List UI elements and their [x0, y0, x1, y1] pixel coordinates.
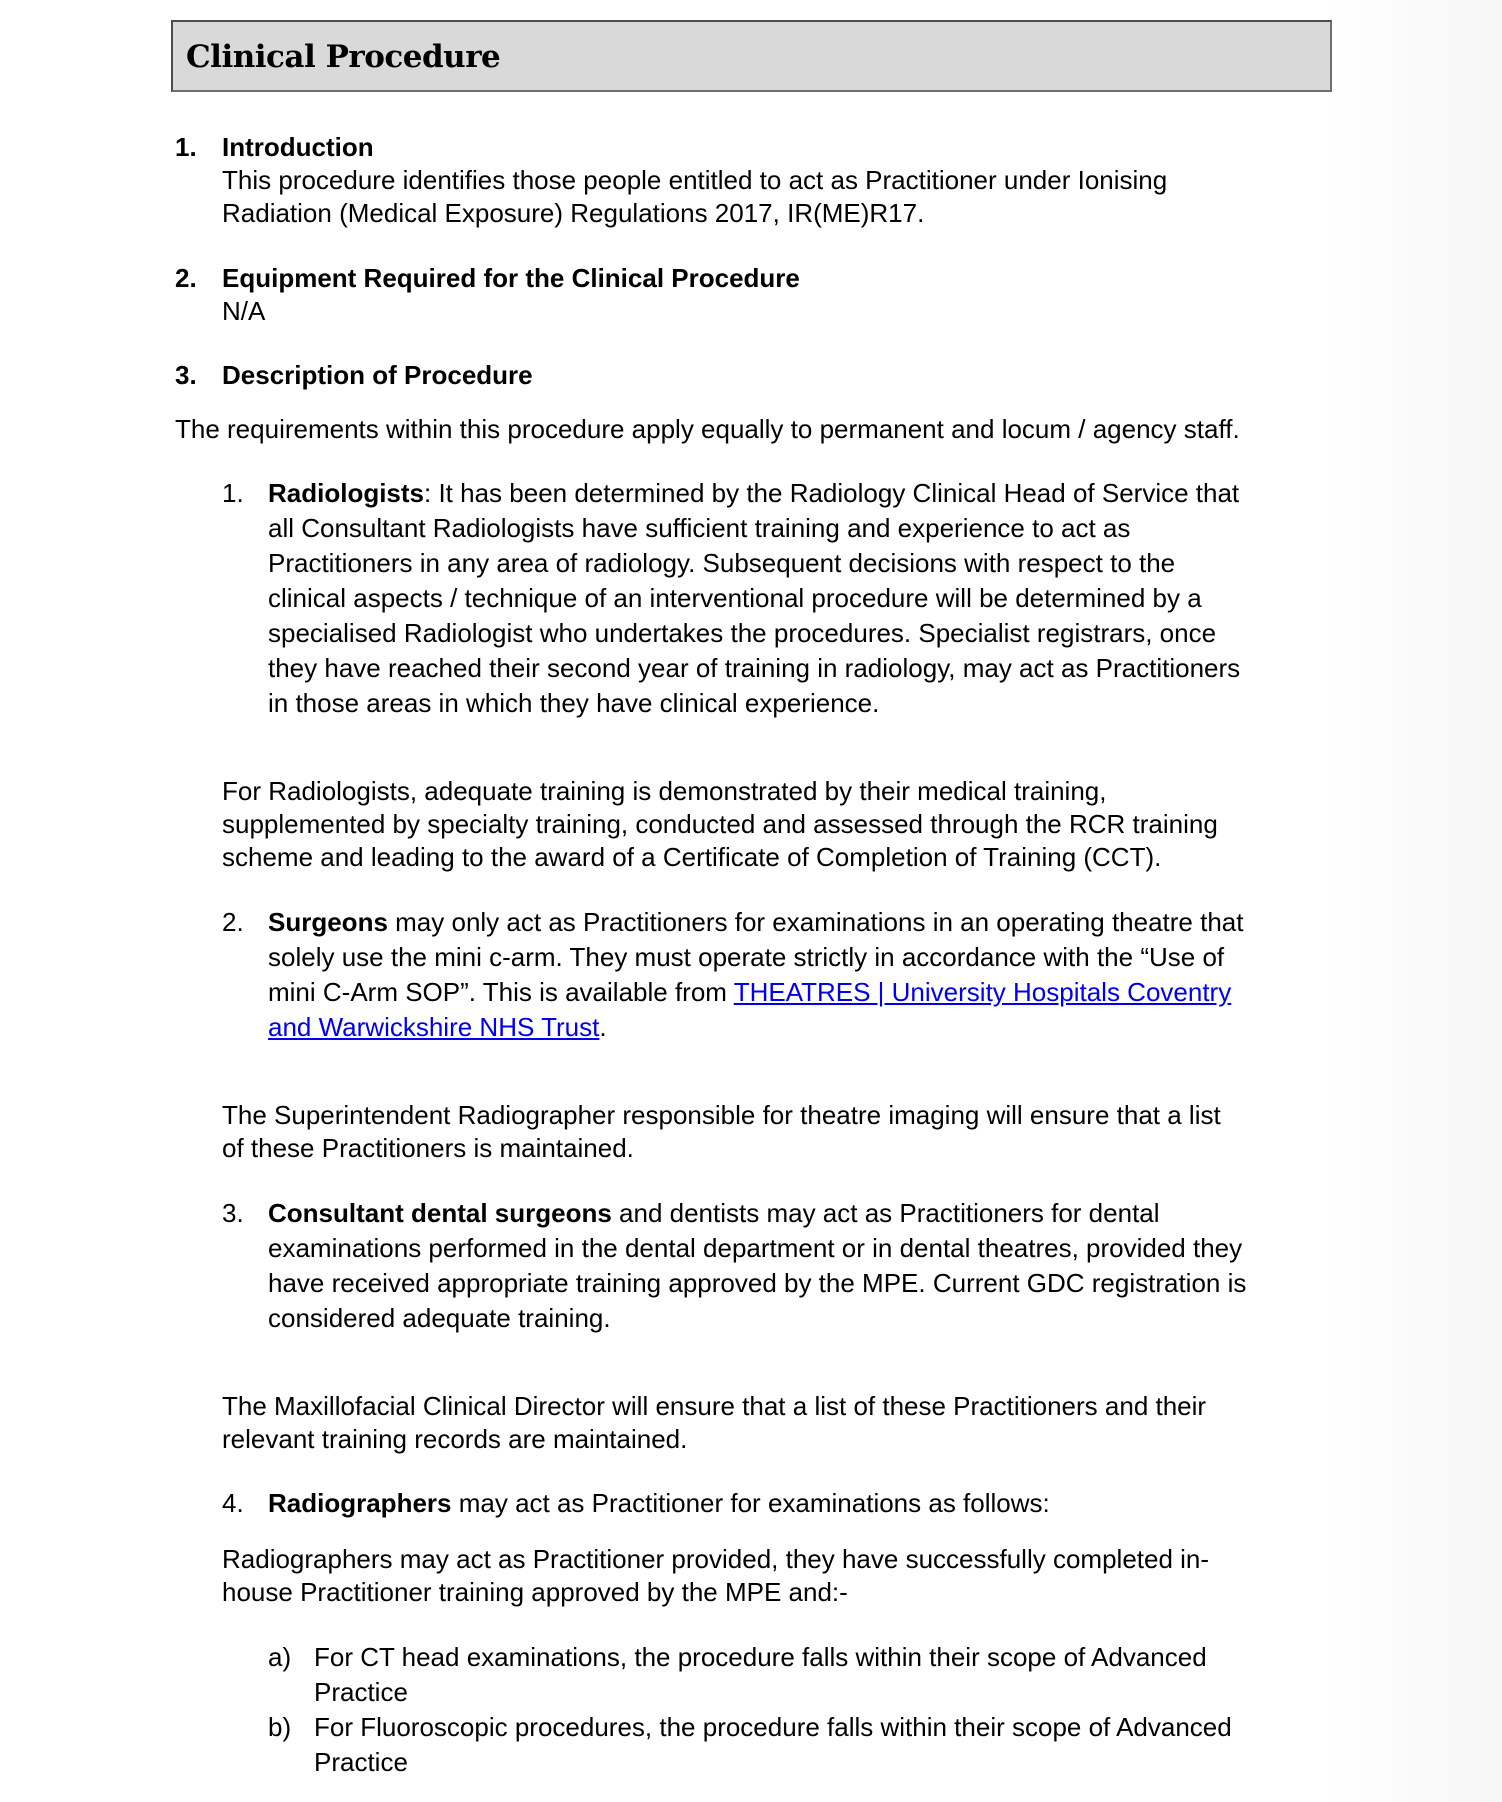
- section-body-line: Radiation (Medical Exposure) Regulations 2017, IR(ME)R17.: [222, 198, 925, 228]
- link-suffix: .: [599, 1012, 607, 1042]
- item-note-line: The Maxillofacial Clinical Director will ensure that a list of these Practitioners and their: [222, 1391, 1207, 1421]
- item-line: have received appropriate training approved by the MPE. Current GDC registration is: [268, 1268, 1247, 1298]
- section-heading: Introduction: [222, 132, 374, 162]
- item-number: 1.: [222, 478, 244, 508]
- item-bold-term: Radiographers: [268, 1488, 452, 1518]
- document-title: Clinical Procedure: [186, 39, 501, 75]
- item-note-line: relevant training records are maintained.: [222, 1424, 688, 1454]
- item-line: in those areas in which they have clinical experience.: [268, 688, 880, 718]
- item-note-line: For Radiologists, adequate training is demonstrated by their medical training,: [222, 776, 1107, 806]
- section-heading: Equipment Required for the Clinical Procedure: [222, 263, 800, 293]
- item-note-line: supplemented by specialty training, conducted and assessed through the RCR training: [222, 809, 1218, 839]
- item-number: 3.: [222, 1198, 244, 1228]
- item-first-line-rest: may act as Practitioner for examinations as follows:: [451, 1488, 1050, 1518]
- item-first-line: [268, 905, 1243, 940]
- sub-item-label: b): [268, 1712, 292, 1742]
- item-note-line: of these Practitioners is maintained.: [222, 1133, 634, 1163]
- theatres-link[interactable]: THEATRES | University Hospitals Coventry: [733, 977, 1232, 1007]
- section-number: 2.: [175, 263, 197, 293]
- item-note-line: The Superintendent Radiographer responsible for theatre imaging will ensure that a list: [222, 1100, 1221, 1130]
- section-body-line: This procedure identifies those people entitled to act as Practitioner under Ionising: [222, 165, 1168, 195]
- theatres-link-continued[interactable]: and Warwickshire NHS Trust: [268, 1012, 600, 1042]
- item-first-line: [268, 1486, 1050, 1521]
- sub-item-label: a): [268, 1642, 292, 1672]
- item-line: examinations performed in the dental department or in dental theatres, provided they: [268, 1233, 1243, 1263]
- sub-item-line: Practice: [314, 1747, 408, 1777]
- section-body-line: N/A: [222, 296, 266, 326]
- item-line: all Consultant Radiologists have sufficient training and experience to act as: [268, 513, 1131, 543]
- section-heading: Description of Procedure: [222, 360, 533, 390]
- sub-item-line: For CT head examinations, the procedure falls within their scope of Advanced: [314, 1642, 1207, 1672]
- item-bold-term: Surgeons: [268, 907, 388, 937]
- item-bold-term: Radiologists: [268, 478, 425, 508]
- item-bold-term: Consultant dental surgeons: [268, 1198, 612, 1228]
- item-first-line-rest: may only act as Practitioners for examinations in an operating theatre that: [387, 907, 1244, 937]
- item-line: they have reached their second year of training in radiology, may act as Practitioners: [268, 653, 1241, 683]
- item-note-line: house Practitioner training approved by the MPE and:-: [222, 1577, 848, 1607]
- item-line: [268, 975, 1231, 1010]
- item-number: 2.: [222, 907, 244, 937]
- sub-item-line: Practice: [314, 1677, 408, 1707]
- section-number: 1.: [175, 132, 197, 162]
- item-line: solely use the mini c-arm. They must operate strictly in accordance with the “Use of: [268, 942, 1225, 972]
- item-line: clinical aspects / technique of an interventional procedure will be determined by a: [268, 583, 1202, 613]
- item-line: considered adequate training.: [268, 1303, 611, 1333]
- item-line: [268, 1010, 607, 1045]
- section-intro: The requirements within this procedure apply equally to permanent and locum / agency staff.: [175, 414, 1240, 444]
- title-box: [171, 20, 1332, 92]
- sub-item-line: For Fluoroscopic procedures, the procedure falls within their scope of Advanced: [314, 1712, 1232, 1742]
- section-number: 3.: [175, 360, 197, 390]
- item-line-prefix: mini C-Arm SOP”. This is available from: [268, 977, 734, 1007]
- item-line: specialised Radiologist who undertakes the procedures. Specialist registrars, once: [268, 618, 1217, 648]
- item-first-line: [268, 1196, 1160, 1231]
- item-note-line: scheme and leading to the award of a Certificate of Completion of Training (CCT).: [222, 842, 1162, 872]
- item-first-line: [268, 476, 1239, 511]
- item-line: Practitioners in any area of radiology. Subsequent decisions with respect to the: [268, 548, 1176, 578]
- item-first-line-rest: : It has been determined by the Radiology Clinical Head of Service that: [424, 478, 1240, 508]
- item-note-line: Radiographers may act as Practitioner provided, they have successfully completed in-: [222, 1544, 1210, 1574]
- item-first-line-rest: and dentists may act as Practitioners for dental: [611, 1198, 1160, 1228]
- item-number: 4.: [222, 1488, 244, 1518]
